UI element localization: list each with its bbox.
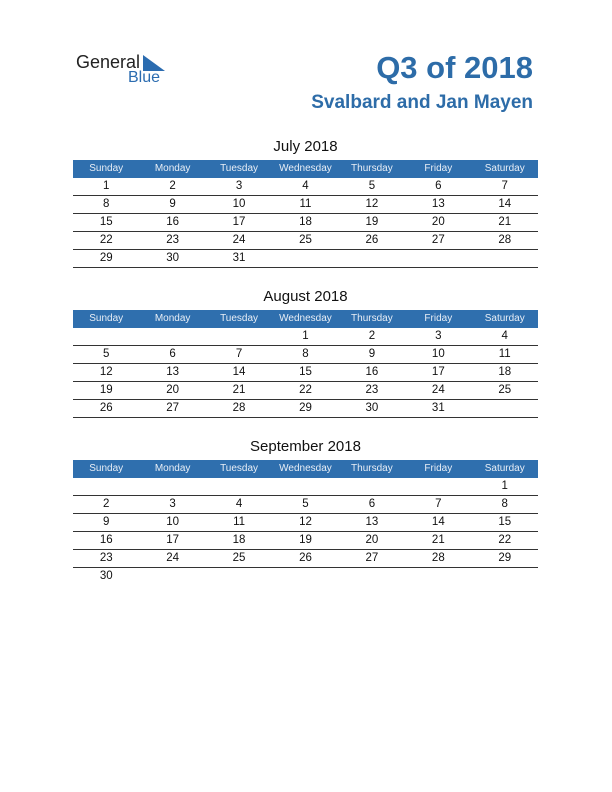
week-row: [73, 214, 538, 232]
day-cell: 27: [166, 402, 180, 414]
day-cell: 5: [302, 498, 309, 510]
weekday-header-saturday: Saturday: [484, 463, 525, 474]
day-cell: [405, 568, 471, 585]
day-cell: 17: [431, 366, 445, 378]
month-august-2018: [73, 288, 538, 418]
day-cell: 16: [365, 366, 379, 378]
weekday-header-tuesday: Tuesday: [220, 313, 259, 324]
day-cell: 2: [368, 330, 376, 342]
month-title: July 2018: [273, 138, 338, 155]
day-cell: [73, 478, 139, 495]
day-cell: [73, 328, 139, 345]
day-cell: 1: [302, 330, 309, 342]
day-cell: 5: [368, 180, 376, 192]
week-row: [73, 400, 538, 418]
day-cell: 23: [166, 234, 180, 246]
day-cell: [405, 478, 471, 495]
day-cell: 8: [103, 198, 110, 210]
day-cell: 10: [232, 198, 246, 210]
day-cell: 20: [166, 384, 180, 396]
day-cell: 12: [365, 198, 379, 210]
weekday-header-saturday: Saturday: [484, 313, 525, 324]
day-cell: [206, 328, 272, 345]
day-cell: 1: [501, 480, 508, 492]
day-cell: 12: [99, 366, 113, 378]
day-cell: [272, 568, 338, 585]
weekday-header-monday: Monday: [154, 463, 191, 474]
day-cell: 8: [501, 498, 508, 510]
day-cell: 30: [166, 252, 180, 264]
week-row: [73, 178, 538, 196]
day-cell: 26: [99, 402, 113, 414]
day-cell: 30: [365, 402, 379, 414]
day-cell: 13: [166, 366, 180, 378]
day-cell: 9: [169, 198, 176, 210]
month-title: August 2018: [263, 288, 348, 305]
day-cell: 26: [299, 552, 312, 564]
day-cell: 11: [233, 516, 246, 528]
day-cell: 11: [299, 198, 312, 210]
day-cell: 6: [435, 180, 442, 192]
day-cell: 1: [103, 180, 110, 192]
weekday-header-sunday: Sunday: [89, 313, 124, 324]
week-row: [73, 514, 538, 532]
month-july-2018: [73, 138, 538, 268]
day-cell: [405, 250, 471, 267]
weekday-header-friday: Friday: [424, 163, 453, 174]
weekday-header-sunday: Sunday: [89, 463, 124, 474]
weekday-header-sunday: Sunday: [89, 163, 124, 174]
weekday-header-monday: Monday: [154, 163, 191, 174]
day-cell: 3: [169, 498, 176, 510]
day-cell: 3: [435, 330, 442, 342]
day-cell: [472, 250, 538, 267]
day-cell: 24: [431, 384, 445, 396]
day-cell: [139, 328, 205, 345]
week-row: [73, 382, 538, 400]
day-cell: 21: [498, 216, 512, 228]
day-cell: 9: [103, 516, 110, 528]
day-cell: 20: [365, 534, 379, 546]
day-cell: 9: [368, 348, 376, 360]
weekday-header-row: [73, 160, 538, 178]
week-row: [73, 364, 538, 382]
day-cell: 18: [232, 534, 246, 546]
page-title: Q3 of 2018: [376, 50, 533, 85]
day-cell: 28: [431, 552, 445, 564]
weekday-header-row: [73, 310, 538, 328]
day-cell: 28: [232, 402, 246, 414]
brand-word-general: General: [76, 52, 141, 72]
brand-word-blue: Blue: [128, 69, 161, 86]
month-september-2018: [73, 438, 538, 585]
day-cell: 22: [498, 534, 512, 546]
day-cell: 15: [99, 216, 113, 228]
day-cell: 21: [232, 384, 246, 396]
day-cell: 19: [299, 534, 312, 546]
day-cell: 25: [498, 384, 512, 396]
day-cell: 19: [365, 216, 379, 228]
weekday-header-tuesday: Tuesday: [220, 163, 259, 174]
week-row: [73, 232, 538, 250]
day-cell: 29: [299, 402, 312, 414]
weekday-header-row: [73, 460, 538, 478]
week-row: [73, 550, 538, 568]
page-subtitle: Svalbard and Jan Mayen: [311, 92, 533, 113]
week-row: [73, 568, 538, 585]
day-cell: 22: [99, 234, 113, 246]
weekday-header-wednesday: Wednesday: [279, 313, 332, 324]
day-cell: 29: [498, 552, 512, 564]
day-cell: 6: [368, 498, 376, 510]
weekday-header-thursday: Thursday: [351, 163, 393, 174]
day-cell: 23: [365, 384, 379, 396]
day-cell: 4: [235, 498, 243, 510]
day-cell: 25: [232, 552, 246, 564]
day-cell: 17: [232, 216, 246, 228]
day-cell: [272, 478, 338, 495]
day-cell: [339, 478, 405, 495]
day-cell: 3: [235, 180, 243, 192]
day-cell: 13: [431, 198, 445, 210]
day-cell: [206, 568, 272, 585]
day-cell: [339, 568, 405, 585]
day-cell: 2: [169, 180, 176, 192]
week-row: [73, 250, 538, 268]
day-cell: 6: [169, 348, 176, 360]
day-cell: [139, 478, 205, 495]
weekday-header-monday: Monday: [154, 313, 191, 324]
day-cell: 14: [431, 516, 445, 528]
day-cell: 25: [299, 234, 312, 246]
day-cell: 18: [498, 366, 512, 378]
day-cell: [339, 250, 405, 267]
day-cell: 23: [99, 552, 113, 564]
day-cell: 29: [99, 252, 113, 264]
day-cell: [472, 568, 538, 585]
day-cell: 27: [431, 234, 445, 246]
day-cell: 10: [431, 348, 445, 360]
day-cell: 22: [299, 384, 312, 396]
weekday-header-wednesday: Wednesday: [279, 463, 332, 474]
day-cell: 13: [365, 516, 379, 528]
week-row: [73, 496, 538, 514]
day-cell: [206, 478, 272, 495]
day-cell: 24: [166, 552, 180, 564]
day-cell: 7: [435, 498, 442, 510]
week-row: [73, 328, 538, 346]
day-cell: 30: [99, 570, 113, 582]
weekday-header-tuesday: Tuesday: [220, 463, 259, 474]
day-cell: 15: [299, 366, 312, 378]
day-cell: [139, 568, 205, 585]
day-cell: 5: [103, 348, 110, 360]
day-cell: 4: [501, 330, 508, 342]
day-cell: 14: [498, 198, 512, 210]
day-cell: 7: [235, 348, 243, 360]
day-cell: 8: [302, 348, 309, 360]
week-row: [73, 346, 538, 364]
day-cell: 19: [99, 384, 113, 396]
day-cell: 28: [498, 234, 512, 246]
day-cell: 10: [166, 516, 180, 528]
day-cell: 20: [431, 216, 445, 228]
day-cell: 26: [365, 234, 379, 246]
day-cell: 31: [232, 252, 246, 264]
weekday-header-thursday: Thursday: [351, 313, 393, 324]
day-cell: 21: [431, 534, 445, 546]
day-cell: 12: [299, 516, 312, 528]
weekday-header-friday: Friday: [424, 313, 453, 324]
day-cell: 16: [166, 216, 180, 228]
brand-logo: [76, 52, 176, 92]
day-cell: 17: [166, 534, 180, 546]
day-cell: 31: [431, 402, 445, 414]
day-cell: 11: [498, 348, 511, 360]
day-cell: 4: [302, 180, 309, 192]
day-cell: 7: [501, 180, 508, 192]
day-cell: 27: [365, 552, 379, 564]
day-cell: 18: [299, 216, 312, 228]
day-cell: [472, 400, 538, 417]
day-cell: 14: [232, 366, 246, 378]
weekday-header-friday: Friday: [424, 463, 453, 474]
day-cell: 15: [498, 516, 512, 528]
weekday-header-saturday: Saturday: [484, 163, 525, 174]
weekday-header-thursday: Thursday: [351, 463, 393, 474]
month-title: September 2018: [250, 438, 361, 455]
day-cell: 2: [103, 498, 110, 510]
weekday-header-wednesday: Wednesday: [279, 163, 332, 174]
day-cell: 24: [232, 234, 246, 246]
week-row: [73, 532, 538, 550]
week-row: [73, 196, 538, 214]
day-cell: 16: [99, 534, 113, 546]
week-row: [73, 478, 538, 496]
day-cell: [272, 250, 338, 267]
